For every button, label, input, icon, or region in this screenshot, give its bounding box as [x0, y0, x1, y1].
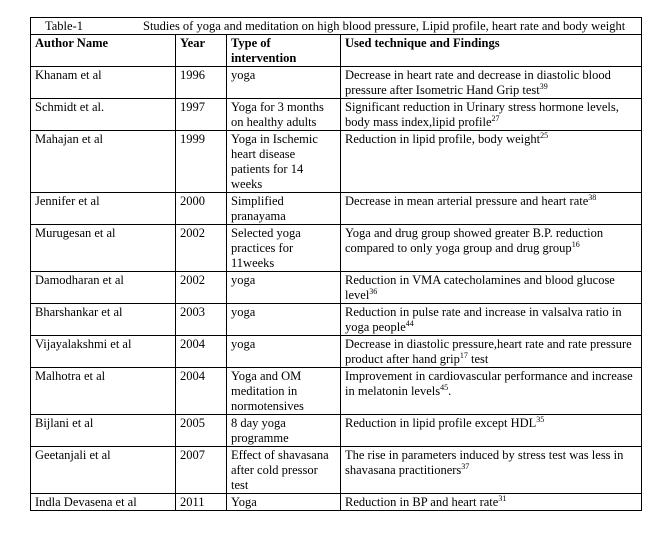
table-body — [31, 67, 642, 511]
findings-text: The rise in parameters induced by stress test was less in shavasana practitioners — [345, 448, 624, 477]
reference-number: 36 — [369, 287, 378, 296]
cell-year: 1999 — [176, 131, 227, 193]
table-row — [31, 447, 642, 494]
cell-intervention: yoga — [227, 67, 341, 99]
reference-number: 31 — [498, 494, 507, 503]
studies-table — [30, 17, 642, 511]
cell-intervention: Yoga for 3 months on healthy adults — [227, 99, 341, 131]
reference-number: 17 — [459, 351, 468, 360]
cell-author: Bharshankar et al — [31, 304, 176, 336]
findings-text: Decrease in diastolic pressure,heart rate and rate pressure product after hand grip — [345, 337, 632, 366]
cell-findings — [341, 131, 642, 193]
cell-intervention: Yoga — [227, 494, 341, 511]
header-year: Year — [176, 35, 227, 67]
cell-findings — [341, 225, 642, 272]
cell-intervention: Effect of shavasana after cold pressor test — [227, 447, 341, 494]
cell-findings — [341, 415, 642, 447]
table-row — [31, 304, 642, 336]
cell-intervention: Yoga and OM meditation in normotensives — [227, 368, 341, 415]
cell-intervention: 8 day yoga programme — [227, 415, 341, 447]
cell-author: Mahajan et al — [31, 131, 176, 193]
findings-text: Significant reduction in Urinary stress hormone levels, body mass index,lipid profile — [345, 100, 619, 129]
findings-text: Reduction in BP and heart rate — [345, 495, 499, 509]
table-caption-text: Studies of yoga and meditation on high blood pressure, Lipid profile, heart rate and body weight — [143, 19, 626, 33]
cell-year: 2003 — [176, 304, 227, 336]
reference-number: 39 — [539, 82, 548, 91]
cell-intervention: Selected yoga practices for 11weeks — [227, 225, 341, 272]
cell-findings — [341, 336, 642, 368]
cell-year: 2002 — [176, 272, 227, 304]
table-caption-row — [31, 18, 642, 35]
cell-year: 2007 — [176, 447, 227, 494]
reference-number: 44 — [405, 319, 414, 328]
table-row — [31, 225, 642, 272]
table-row — [31, 99, 642, 131]
cell-author: Indla Devasena et al — [31, 494, 176, 511]
table-row — [31, 67, 642, 99]
cell-findings — [341, 368, 642, 415]
findings-text: Decrease in mean arterial pressure and heart rate — [345, 194, 589, 208]
table-row — [31, 193, 642, 225]
findings-text: Decrease in heart rate and decrease in diastolic blood pressure after Isometric Hand Grip test — [345, 68, 611, 97]
cell-year: 1997 — [176, 99, 227, 131]
cell-author: Bijlani et al — [31, 415, 176, 447]
cell-author: Schmidt et al. — [31, 99, 176, 131]
cell-author: Damodharan et al — [31, 272, 176, 304]
table-row — [31, 494, 642, 511]
cell-year: 1996 — [176, 67, 227, 99]
header-author: Author Name — [31, 35, 176, 67]
cell-findings — [341, 494, 642, 511]
cell-author: Vijayalakshmi et al — [31, 336, 176, 368]
header-findings: Used technique and Findings — [341, 35, 642, 67]
cell-intervention: Simplified pranayama — [227, 193, 341, 225]
table-row — [31, 415, 642, 447]
table-caption-label: Table-1 — [45, 19, 83, 33]
reference-number: 27 — [491, 114, 500, 123]
cell-author: Jennifer et al — [31, 193, 176, 225]
cell-year: 2011 — [176, 494, 227, 511]
cell-author: Murugesan et al — [31, 225, 176, 272]
reference-number: 38 — [588, 193, 597, 202]
cell-intervention: yoga — [227, 336, 341, 368]
cell-year: 2004 — [176, 368, 227, 415]
header-intervention: Type of intervention — [227, 35, 341, 67]
cell-year: 2004 — [176, 336, 227, 368]
table-row — [31, 131, 642, 193]
table-row — [31, 336, 642, 368]
cell-year: 2005 — [176, 415, 227, 447]
cell-author: Khanam et al — [31, 67, 176, 99]
cell-intervention: yoga — [227, 304, 341, 336]
findings-tail: . — [448, 384, 452, 398]
cell-year: 2002 — [176, 225, 227, 272]
table-header-row — [31, 35, 642, 67]
reference-number: 25 — [540, 131, 549, 140]
findings-text: Reduction in pulse rate and increase in valsalva ratio in yoga people — [345, 305, 622, 334]
findings-text: Reduction in lipid profile, body weight — [345, 132, 541, 146]
cell-findings — [341, 193, 642, 225]
table-caption — [31, 18, 642, 35]
cell-findings — [341, 447, 642, 494]
findings-text: Yoga and drug group showed greater B.P. reduction compared to only yoga group and drug group — [345, 226, 604, 255]
findings-tail: test — [467, 352, 489, 366]
cell-findings — [341, 272, 642, 304]
reference-number: 37 — [461, 462, 470, 471]
reference-number: 16 — [571, 240, 580, 249]
reference-number: 45 — [440, 383, 449, 392]
cell-intervention: yoga — [227, 272, 341, 304]
cell-findings — [341, 304, 642, 336]
cell-author: Malhotra et al — [31, 368, 176, 415]
cell-findings — [341, 67, 642, 99]
cell-findings — [341, 99, 642, 131]
reference-number: 35 — [536, 415, 545, 424]
cell-year: 2000 — [176, 193, 227, 225]
cell-intervention: Yoga in Ischemic heart disease patients for 14 weeks — [227, 131, 341, 193]
findings-text: Reduction in VMA catecholamines and blood glucose level — [345, 273, 615, 302]
table-row — [31, 368, 642, 415]
findings-text: Reduction in lipid profile except HDL — [345, 416, 537, 430]
table-row — [31, 272, 642, 304]
findings-text: Improvement in cardiovascular performance and increase in melatonin levels — [345, 369, 633, 398]
cell-author: Geetanjali et al — [31, 447, 176, 494]
